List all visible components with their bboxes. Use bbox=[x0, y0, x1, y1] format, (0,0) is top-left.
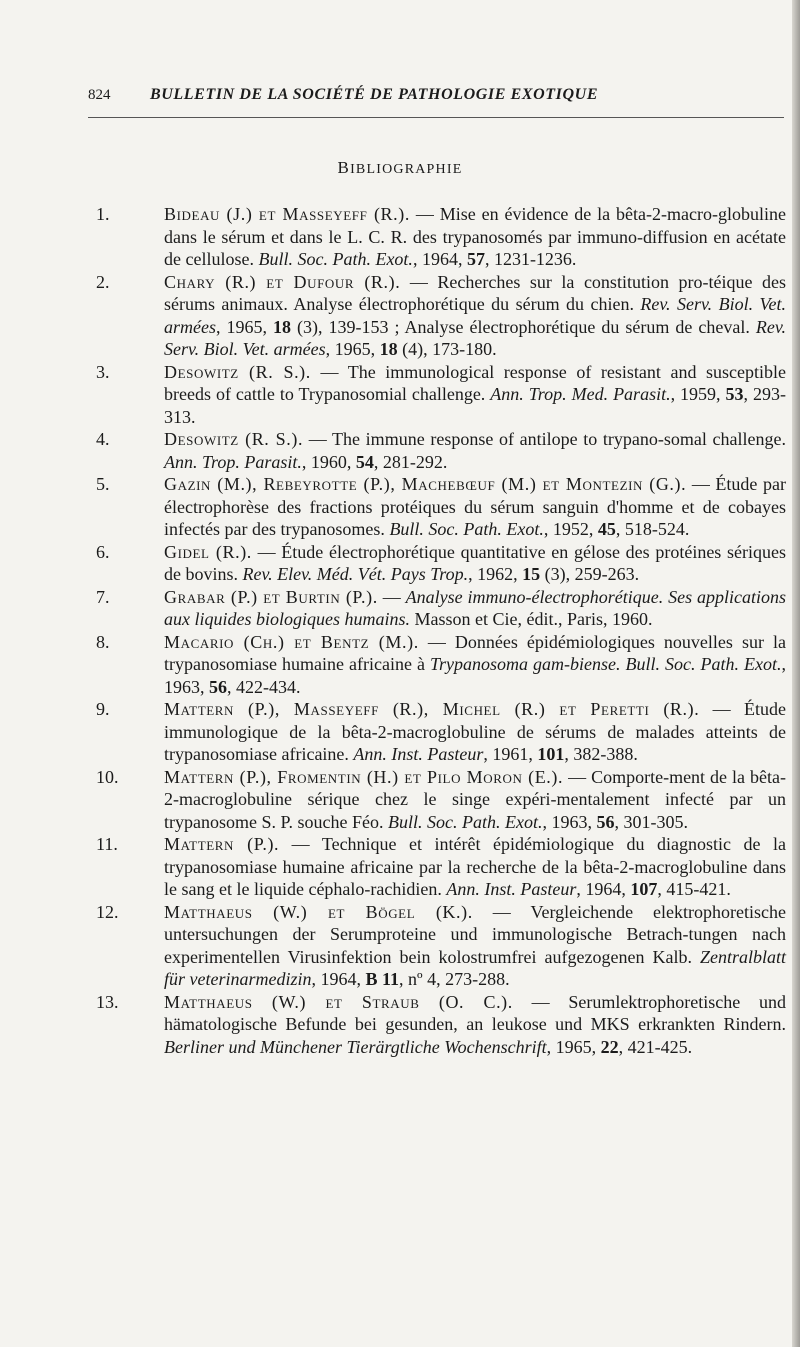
reference-title: — Mise en évidence de la bêta-2-macro-globuline dans le sérum et dans le L. C. R. des trypanosomés par immuno-diffusion en acétate de cellulose. bbox=[164, 204, 786, 269]
reference-text bbox=[164, 631, 786, 699]
reference-pages: (3), 139-153 ; Analyse électrophorétique du sérum de cheval. bbox=[291, 316, 756, 337]
reference-journal: Rev. Elev. Méd. Vét. Pays Trop. bbox=[242, 564, 469, 584]
reference-journal: Bull. Soc. Path. Exot. bbox=[388, 811, 543, 832]
reference-title: — Données épidémiologiques nouvelles sur la trypanosomiase humaine africaine à bbox=[164, 631, 786, 674]
reference-journal: Zentralblatt für veterinarmedizin bbox=[164, 946, 786, 989]
reference-item bbox=[96, 631, 786, 699]
page-number: 824 bbox=[88, 87, 111, 103]
reference-pages: , 382-388. bbox=[564, 744, 638, 764]
reference-text bbox=[164, 271, 786, 361]
reference-title: — Recherches sur la constitution pro-téique des sérums animaux. Analyse électrophorétique du sérum du chien. bbox=[164, 271, 786, 314]
reference-year: , 1959, bbox=[670, 384, 726, 404]
reference-authors: Mattern (P.), Fromentin (H.) et Pilo Moron (E.). bbox=[164, 766, 564, 787]
reference-item bbox=[96, 271, 786, 361]
reference-number: 12. bbox=[96, 901, 119, 922]
reference-journal: Rev. Serv. Biol. Vet. armées bbox=[164, 294, 786, 337]
reference-title: — The immunological response of resistant and susceptible breeds of cattle to Trypanosomial challenge. bbox=[164, 361, 787, 404]
reference-volume: 57 bbox=[466, 249, 485, 269]
reference-authors: Desowitz (R. S.). bbox=[164, 429, 304, 449]
reference-volume: 53 bbox=[725, 384, 744, 404]
reference-authors: Chary (R.) et Dufour (R.). bbox=[164, 271, 401, 292]
reference-authors: Grabar (P.) et Burtin (P.). bbox=[164, 586, 378, 607]
reference-item bbox=[96, 361, 786, 429]
reference-year: , 1964, bbox=[311, 969, 366, 989]
reference-year: , 1964, bbox=[576, 879, 631, 899]
reference-year: , 1964, bbox=[412, 249, 467, 269]
reference-journal: Bull. Soc. Path. Exot. bbox=[258, 249, 413, 269]
reference-journal: Analyse immuno-électrophorétique. Ses applications aux liquides biologiques humains. bbox=[164, 586, 787, 629]
header-rule bbox=[88, 117, 784, 118]
reference-item bbox=[96, 766, 786, 834]
running-header bbox=[88, 86, 708, 108]
reference-volume: 45 bbox=[597, 519, 616, 539]
reference-authors: Mattern (P.). bbox=[164, 834, 280, 854]
reference-year: , 1952, bbox=[543, 519, 598, 539]
reference-year-2: , 1965, bbox=[325, 339, 380, 359]
reference-number: 11. bbox=[96, 834, 118, 854]
reference-authors: Gazin (M.), Rebeyrotte (P.), Machebœuf (M.) et Montezin (G.). bbox=[164, 474, 687, 494]
reference-pages: , 415-421. bbox=[657, 879, 731, 899]
reference-title: — bbox=[377, 586, 406, 607]
reference-authors: Macario (Ch.) et Bentz (M.). bbox=[164, 631, 419, 652]
reference-volume: B 11 bbox=[365, 969, 399, 989]
reference-item bbox=[96, 473, 786, 541]
reference-authors: Mattern (P.), Masseyeff (R.), Michel (R.) et Peretti (R.). bbox=[164, 699, 700, 719]
reference-pages: , 1231-1236. bbox=[484, 249, 577, 269]
reference-journal: Ann. Inst. Pasteur bbox=[446, 879, 577, 899]
reference-authors: Bideau (J.) et Masseyeff (R.). bbox=[164, 204, 410, 224]
reference-volume: 15 bbox=[522, 564, 541, 584]
reference-text bbox=[164, 766, 786, 834]
reference-title: — Comporte-ment de la bêta-2-macroglobuline sérique chez le singe expéri-mentalement infecté par un trypanosome S. P. souche Féo. bbox=[164, 766, 786, 832]
reference-item bbox=[96, 698, 786, 766]
reference-text bbox=[164, 991, 786, 1059]
reference-year: , 1962, bbox=[468, 564, 523, 584]
reference-volume: 18 bbox=[273, 316, 291, 337]
reference-item bbox=[96, 901, 786, 991]
reference-year: , 1963, bbox=[542, 811, 597, 832]
reference-volume: 22 bbox=[600, 1036, 619, 1057]
reference-text bbox=[164, 541, 786, 586]
reference-year: , 1961, bbox=[483, 744, 538, 764]
reference-pages: , 421-425. bbox=[618, 1036, 693, 1057]
reference-volume-2: 18 bbox=[379, 339, 398, 359]
reference-number: 13. bbox=[96, 991, 119, 1012]
running-title: BULLETIN DE LA SOCIÉTÉ DE PATHOLOGIE EXOTIQUE bbox=[150, 86, 599, 103]
reference-number: 10. bbox=[96, 766, 119, 787]
reference-number: 6. bbox=[96, 541, 110, 562]
reference-title: — Vergleichende elektrophoretische untersuchungen der Serumproteine und immunologische Betrach-tungen nach experimentellen Virusinfektion bein kolostrumfrei aufgezogenen Kalb. bbox=[164, 901, 786, 967]
section-title bbox=[0, 158, 800, 178]
reference-pages: (3), 259-263. bbox=[540, 564, 640, 584]
reference-year: , 1965, bbox=[546, 1036, 601, 1057]
reference-pages: , 281-292. bbox=[373, 451, 448, 472]
reference-journal: Ann. Inst. Pasteur bbox=[353, 744, 484, 764]
reference-year: , 1960, bbox=[301, 451, 356, 472]
reference-journal: Ann. Trop. Med. Parasit. bbox=[490, 384, 671, 404]
reference-text bbox=[164, 473, 786, 541]
reference-item bbox=[96, 541, 786, 586]
reference-authors: Desowitz (R. S.). bbox=[164, 361, 311, 382]
reference-title: — Étude par électrophorèse des fractions protéiques du sérum sanguin d'homme et de cobayes infectés par des trypanosomes. bbox=[164, 474, 786, 539]
reference-text bbox=[164, 833, 786, 901]
reference-authors: Matthaeus (W.) et Straub (O. C.). bbox=[164, 991, 513, 1012]
reference-item bbox=[96, 833, 786, 901]
reference-number: 9. bbox=[96, 699, 110, 719]
reference-authors: Gidel (R.). bbox=[164, 541, 252, 562]
reference-text bbox=[164, 586, 786, 631]
reference-number: 5. bbox=[96, 474, 110, 494]
reference-volume: 56 bbox=[209, 676, 227, 697]
reference-authors: Matthaeus (W.) et Bögel (K.). bbox=[164, 901, 473, 922]
reference-number: 2. bbox=[96, 271, 110, 292]
reference-list bbox=[96, 203, 786, 1058]
section-title-initial: B bbox=[337, 158, 351, 177]
reference-pages: , 422-434. bbox=[227, 676, 301, 697]
reference-pages: , 301-305. bbox=[614, 811, 688, 832]
reference-text bbox=[164, 698, 786, 766]
reference-number: 8. bbox=[96, 631, 110, 652]
reference-volume: 107 bbox=[630, 879, 658, 899]
reference-title: — Serumlektrophoretische und hämatologische Befunde bei gesunden, an leukose und MKS erkrankten Rindern. bbox=[164, 991, 786, 1034]
reference-volume: 101 bbox=[537, 744, 565, 764]
reference-title: — The immune response of antilope to trypano-somal challenge. bbox=[303, 429, 786, 449]
reference-volume: 54 bbox=[355, 451, 374, 472]
reference-text bbox=[164, 361, 786, 429]
reference-number: 3. bbox=[96, 361, 110, 382]
reference-item bbox=[96, 203, 786, 271]
reference-text bbox=[164, 901, 786, 991]
reference-pages: , 293-313. bbox=[164, 384, 787, 427]
reference-year: , 1963, bbox=[164, 654, 786, 697]
reference-journal-2: Rev. Serv. Biol. Vet. armées bbox=[164, 316, 786, 359]
reference-text bbox=[164, 203, 786, 271]
reference-pages-2: (4), 173-180. bbox=[397, 339, 497, 359]
reference-item bbox=[96, 586, 786, 631]
reference-journal: Bull. Soc. Path. Exot. bbox=[389, 519, 544, 539]
page-edge-shadow bbox=[792, 0, 800, 1347]
reference-journal: Ann. Trop. Parasit. bbox=[164, 451, 302, 472]
reference-title: — Technique et intérêt épidémiologique du diagnostic de la trypanosomiase humaine africaine par la recherche de la bêta-2-macroglobuline dans le sang et le liquide céphalo-rachidien. bbox=[164, 834, 786, 899]
reference-pages: , 518-524. bbox=[615, 519, 690, 539]
reference-volume: 56 bbox=[596, 811, 615, 832]
reference-number: 7. bbox=[96, 586, 110, 607]
reference-year: Masson et Cie, édit., Paris, 1960. bbox=[410, 609, 653, 629]
reference-year: , 1965, bbox=[216, 316, 273, 337]
reference-number: 4. bbox=[96, 429, 110, 449]
reference-journal: Trypanosoma gam-biense. Bull. Soc. Path. Exot. bbox=[429, 654, 782, 674]
section-title-rest: IBLIOGRAPHIE bbox=[350, 162, 463, 177]
reference-number: 1. bbox=[96, 204, 110, 224]
reference-title: — Étude électrophorétique quantitative en gélose des protéines sériques de bovins. bbox=[164, 541, 786, 584]
reference-title: — Étude immunologique de la bêta-2-macroglobuline de sérums de malades atteints de trypanosomiase africaine. bbox=[164, 699, 786, 764]
reference-pages: , nº 4, 273-288. bbox=[399, 969, 510, 989]
reference-journal: Berliner und Münchener Tierärgtliche Wochenschrift bbox=[164, 1036, 547, 1057]
reference-item bbox=[96, 428, 786, 473]
reference-text bbox=[164, 428, 786, 473]
reference-item bbox=[96, 991, 786, 1059]
